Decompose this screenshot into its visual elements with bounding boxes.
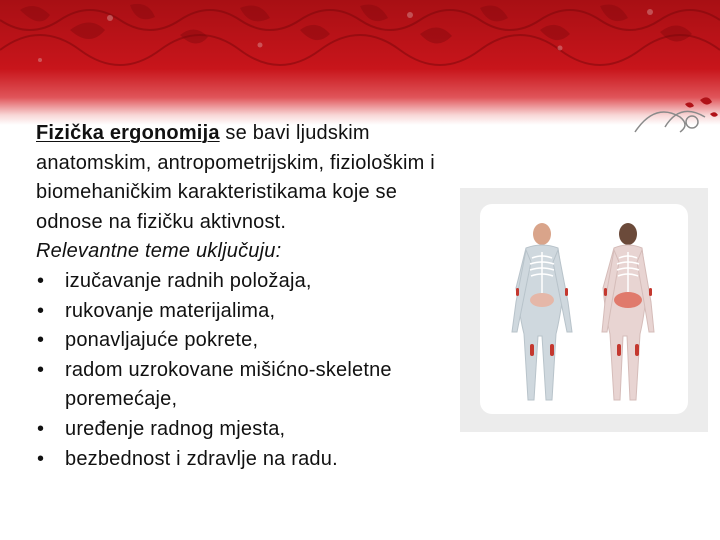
list-item: • uređenje radnog mjesta,: [36, 415, 456, 445]
list-item: • radom uzrokovane mišićno-skeletne poremećaje,: [36, 356, 456, 415]
slide-text: [36, 119, 456, 474]
floral-pattern-icon: [0, 0, 720, 125]
swirl-ornament-icon: [630, 92, 720, 142]
definition-paragraph: [36, 119, 456, 237]
definition-text: se bavi ljudskim anatomskim, antropometrijskim, fiziološkim i biomehaničkim karakteristikama koje se odnose na fizičku aktivnost.: [36, 122, 435, 233]
list-item: • izučavanje radnih položaja,: [36, 267, 456, 297]
decorative-header-banner: [0, 0, 720, 125]
anatomy-image: [480, 204, 688, 414]
definition-term: Fizička ergonomija: [36, 122, 220, 144]
human-anatomy-figures-icon: [480, 204, 688, 414]
topics-list: [36, 267, 456, 474]
list-item: • bezbednost i zdravlje na radu.: [36, 445, 456, 475]
topics-intro: Relevantne teme uključuju:: [36, 240, 282, 263]
list-item: • ponavljajuće pokrete,: [36, 326, 456, 356]
list-item: • rukovanje materijalima,: [36, 297, 456, 327]
